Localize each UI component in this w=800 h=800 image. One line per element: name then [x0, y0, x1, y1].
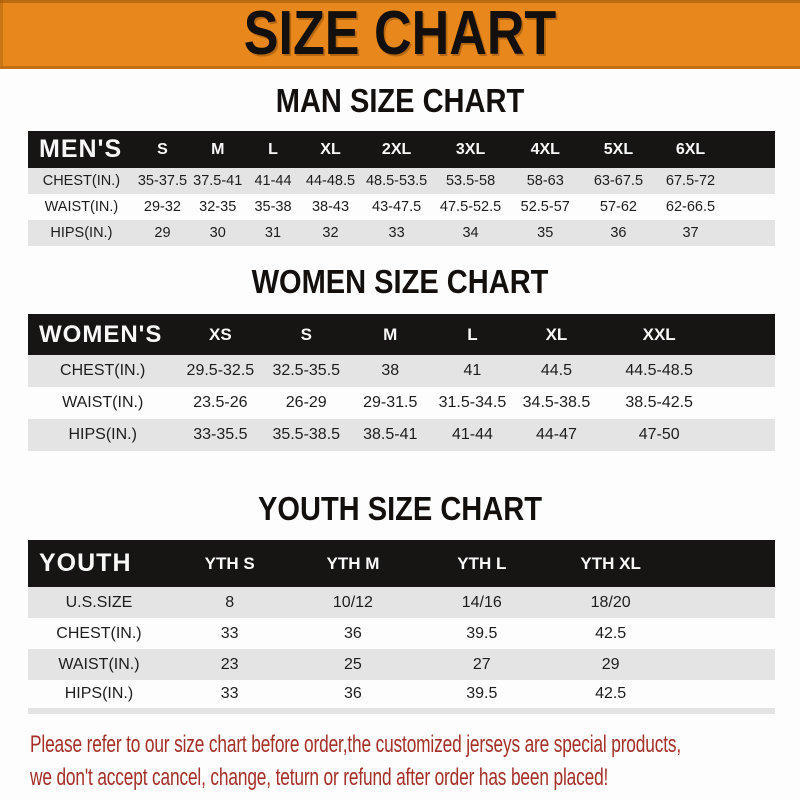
disclaimer-note: [30, 728, 800, 794]
size-value-cell: 29: [601, 655, 620, 673]
spacer-cell: [674, 540, 775, 587]
size-value-cell: 23.5-26: [193, 394, 248, 411]
spacer-cell: [674, 587, 775, 618]
size-table: [28, 540, 775, 714]
row-label-cell: CHEST(IN.): [56, 624, 142, 642]
row-label-cell: HIPS(IN.): [68, 426, 137, 443]
spacer-cell: [726, 131, 775, 168]
size-header-cell: XXL: [599, 314, 719, 355]
size-value-cell: 32-35: [199, 199, 237, 215]
size-header-cell: 5XL: [582, 131, 654, 168]
man-size-table: [0, 131, 800, 246]
size-value-cell: 36: [344, 685, 362, 702]
size-value-cell: 44.5: [540, 362, 573, 379]
size-header-cell: M: [190, 131, 245, 168]
size-value-cell: 47-50: [638, 426, 680, 443]
size-value-cell: 25: [344, 655, 362, 673]
size-value-cell: 36: [344, 624, 362, 642]
table-row: [28, 680, 775, 711]
size-value-cell: 35.5-38.5: [272, 426, 341, 443]
size-value-cell: 33: [220, 685, 239, 702]
size-value-cell: 18/20: [590, 593, 631, 611]
table-row: [28, 387, 775, 419]
size-value-cell: 62-66.5: [665, 199, 716, 215]
size-value-cell: 34.5-38.5: [522, 394, 591, 411]
size-header-cell: YTH XL: [547, 540, 674, 587]
size-value-cell: 67.5-72: [665, 173, 716, 189]
table-row: [28, 194, 775, 220]
size-table: [28, 131, 775, 246]
size-value-cell: 35: [537, 225, 554, 241]
size-value-cell: 26-29: [285, 394, 327, 411]
size-value-cell: 43-47.5: [372, 199, 422, 215]
size-value-cell: 41-44: [451, 426, 493, 443]
row-label-cell: HIPS(IN.): [64, 685, 134, 702]
row-label-cell: U.S.SIZE: [65, 593, 133, 611]
size-value-cell: 35-37.5: [137, 173, 188, 189]
table-title-cell: YOUTH: [28, 540, 170, 587]
size-header-cell: S: [135, 131, 190, 168]
disclaimer-line-2: we don't accept cancel, change, teturn or refund after order has been placed!: [30, 764, 609, 791]
size-header-cell: 6XL: [655, 131, 727, 168]
size-header-cell: 4XL: [508, 131, 582, 168]
spacer-cell: [719, 419, 775, 451]
size-header-cell: YTH S: [170, 540, 290, 587]
table-row: [28, 220, 775, 246]
size-header-cell: XL: [301, 131, 361, 168]
size-value-cell: 23: [220, 655, 239, 673]
size-value-cell: 48.5-53.5: [365, 173, 428, 189]
man-size-section: [0, 83, 800, 246]
spacer-cell: [719, 387, 775, 419]
size-value-cell: 8: [225, 593, 235, 611]
size-value-cell: 10/12: [332, 593, 373, 611]
size-value-cell: 38-43: [311, 199, 350, 215]
size-header-cell: XS: [177, 314, 263, 355]
size-value-cell: 39.5: [466, 624, 498, 642]
size-header-cell: 3XL: [433, 131, 508, 168]
size-value-cell: 27: [472, 655, 491, 673]
size-value-cell: 30: [209, 225, 226, 241]
size-value-cell: 31.5-34.5: [438, 394, 507, 411]
size-value-cell: 35-38: [254, 199, 292, 215]
row-label-cell: WAIST(IN.): [62, 394, 144, 411]
table-title-cell: WOMEN'S: [28, 314, 177, 355]
size-header-cell: L: [431, 314, 513, 355]
size-value-cell: 44-48.5: [305, 173, 356, 189]
row-label-cell: CHEST(IN.): [60, 362, 146, 379]
size-value-cell: 36: [610, 225, 627, 241]
man-section-title: MAN SIZE CHART: [275, 82, 525, 119]
size-value-cell: 57-62: [599, 199, 637, 215]
size-header-cell: L: [245, 131, 300, 168]
size-value-cell: 53.5-58: [445, 173, 496, 189]
table-row: [28, 355, 775, 387]
spacer-cell: [674, 649, 775, 680]
youth-size-table: [0, 540, 800, 714]
size-value-cell: 37: [682, 225, 699, 241]
women-size-section: [0, 264, 800, 451]
size-value-cell: 29-32: [143, 199, 181, 215]
size-header-cell: M: [349, 314, 431, 355]
row-label-cell: CHEST(IN.): [42, 173, 121, 189]
youth-section-title: YOUTH SIZE CHART: [258, 490, 542, 527]
size-value-cell: 44-47: [535, 426, 577, 443]
spacer-cell: [674, 680, 775, 711]
size-header-cell: 2XL: [360, 131, 432, 168]
size-value-cell: 41: [463, 362, 482, 379]
size-value-cell: 38.5-42.5: [625, 394, 693, 411]
size-value-cell: 63-67.5: [593, 173, 644, 189]
table-row: [28, 168, 775, 194]
size-header-cell: YTH L: [416, 540, 547, 587]
size-value-cell: 29.5-32.5: [186, 362, 255, 379]
size-value-cell: 38.5-41: [363, 426, 418, 443]
table-row: [28, 649, 775, 680]
table-header-row: [28, 540, 775, 587]
youth-size-section: [0, 491, 800, 714]
size-value-cell: 33-35.5: [193, 426, 248, 443]
table-header-row: [28, 314, 775, 355]
size-value-cell: 44.5-48.5: [625, 362, 693, 379]
size-value-cell: 39.5: [466, 685, 498, 702]
size-header-cell: YTH M: [289, 540, 416, 587]
size-value-cell: 31: [264, 225, 282, 241]
spacer-cell: [726, 168, 775, 194]
size-table: [28, 314, 775, 451]
size-value-cell: 29-31.5: [363, 394, 418, 411]
row-label-cell: HIPS(IN.): [50, 225, 113, 241]
size-value-cell: 14/16: [461, 593, 502, 611]
table-header-row: [28, 131, 775, 168]
size-header-cell: S: [263, 314, 349, 355]
spacer-cell: [726, 220, 775, 246]
spacer-cell: [674, 618, 775, 649]
disclaimer-line-1: Please refer to our size chart before order,the customized jerseys are special products,: [30, 731, 682, 758]
women-section-title: WOMEN SIZE CHART: [251, 263, 549, 300]
size-header-cell: XL: [514, 314, 600, 355]
spacer-cell: [719, 355, 775, 387]
size-chart-banner: [0, 0, 800, 69]
size-value-cell: 37.5-41: [193, 173, 243, 189]
size-value-cell: 47.5-52.5: [439, 199, 502, 215]
size-value-cell: 32.5-35.5: [272, 362, 341, 379]
spacer-cell: [726, 194, 775, 220]
size-value-cell: 33: [220, 624, 239, 642]
banner-title: SIZE CHART: [243, 0, 557, 68]
size-value-cell: 41-44: [254, 173, 292, 189]
table-row: [28, 618, 775, 649]
size-value-cell: 42.5: [595, 685, 627, 702]
size-value-cell: 33: [388, 225, 405, 241]
women-size-table: [0, 314, 800, 451]
size-value-cell: 58-63: [526, 173, 564, 189]
row-label-cell: WAIST(IN.): [58, 655, 140, 673]
table-row: [28, 587, 775, 618]
table-row: [28, 419, 775, 451]
size-value-cell: 29: [154, 225, 171, 241]
size-value-cell: 34: [462, 225, 479, 241]
size-value-cell: 32: [322, 225, 339, 241]
row-label-cell: WAIST(IN.): [44, 199, 119, 215]
spacer-cell: [719, 314, 775, 355]
size-value-cell: 52.5-57: [520, 199, 570, 215]
size-value-cell: 42.5: [595, 624, 627, 642]
table-title-cell: MEN'S: [28, 131, 135, 168]
size-value-cell: 38: [381, 362, 400, 379]
